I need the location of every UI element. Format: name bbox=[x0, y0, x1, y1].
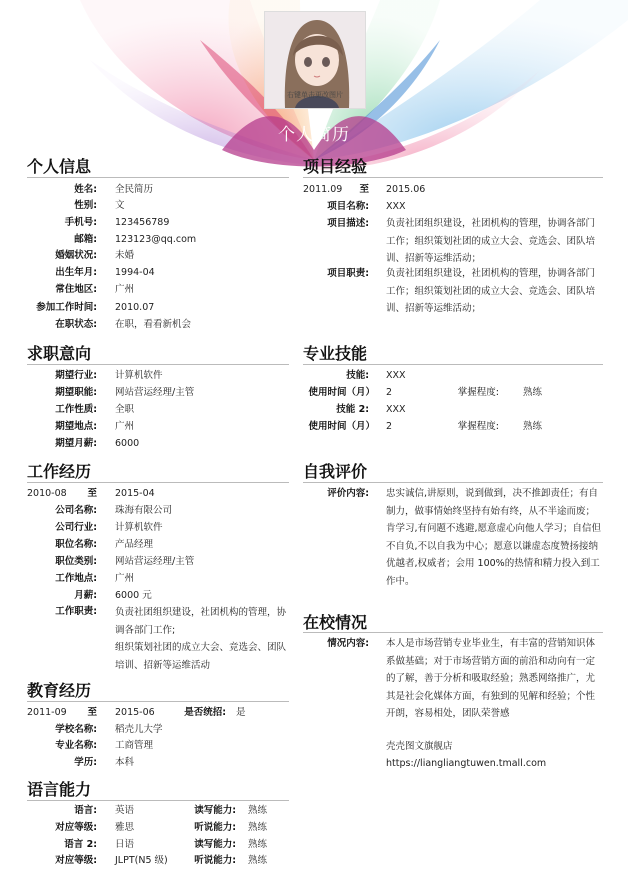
section-divider bbox=[27, 177, 289, 178]
intent-industry-label: 期望行业: bbox=[55, 370, 97, 381]
project-to: 至 bbox=[359, 184, 369, 195]
company-label: 公司名称: bbox=[55, 505, 97, 516]
skill-level-label: 掌握程度: bbox=[457, 387, 499, 398]
work-start-date: 2010-08 bbox=[27, 488, 67, 499]
skill-level-value: 熟练 bbox=[523, 421, 543, 432]
lang-row-skill-value: 熟练 bbox=[248, 855, 268, 866]
campus-label: 情况内容: bbox=[327, 638, 369, 649]
work-location-value: 广州 bbox=[115, 573, 135, 584]
company-value: 珠海有限公司 bbox=[115, 505, 173, 516]
intent-salary-value: 6000 bbox=[115, 438, 140, 449]
lang-row-skill-label: 听说能力: bbox=[194, 822, 236, 833]
lang-row-skill-label: 听说能力: bbox=[194, 855, 236, 866]
intent-location-label: 期望地点: bbox=[55, 421, 97, 432]
skill-duration-value: 2 bbox=[386, 387, 393, 398]
section-divider bbox=[27, 800, 289, 801]
skill-label: 技能 2: bbox=[336, 404, 369, 415]
edu-start-date: 2011-09 bbox=[27, 707, 67, 718]
lang-row-label: 语言 2: bbox=[64, 839, 97, 850]
self-eval-label: 评价内容: bbox=[327, 488, 369, 499]
campus-text: 本人是市场营销专业毕业生，有丰富的营销知识体系做基础；对于市场营销方面的前沿和动向有一定的了解，善于分析和吸取经验；熟悉网络推广，尤其是社会化媒体方面，有独到的见解和经验；个性开朗，容易相处，团队荣誉感 bbox=[386, 638, 596, 719]
intent-salary-label: 期望月薪: bbox=[55, 438, 97, 449]
intent-type-label: 工作性质: bbox=[55, 404, 97, 415]
intent-industry-value: 计算机软件 bbox=[115, 370, 163, 381]
campus-text-line2: 壳壳图文旗舰店 bbox=[386, 741, 453, 752]
profile-photo[interactable] bbox=[264, 11, 366, 109]
section-title-work: 工作经历 bbox=[27, 462, 92, 481]
name-label: 姓名: bbox=[74, 184, 97, 195]
intent-job-value: 网站营运经理/主管 bbox=[115, 387, 195, 398]
skill-duration-label: 使用时间（月） bbox=[308, 421, 375, 432]
work-start-value: 2010.07 bbox=[115, 302, 155, 313]
category-value: 网站营运经理/主管 bbox=[115, 556, 195, 567]
major-value: 工商管理 bbox=[115, 740, 154, 751]
name-value: 全民简历 bbox=[115, 184, 154, 195]
unified-value: 是 bbox=[236, 707, 246, 718]
school-value: 稻壳儿大学 bbox=[115, 724, 163, 735]
residence-label: 常住地区: bbox=[55, 284, 97, 295]
section-divider bbox=[303, 632, 603, 633]
campus-link[interactable]: https://liangliangtuwen.tmall.com bbox=[386, 758, 547, 769]
work-start-label: 参加工作时间: bbox=[36, 302, 97, 313]
lang-row-label: 语言: bbox=[74, 805, 97, 816]
lang-row-skill-label: 读写能力: bbox=[194, 839, 236, 850]
lang-row-skill-label: 读写能力: bbox=[194, 805, 236, 816]
residence-value: 广州 bbox=[115, 284, 135, 295]
position-value: 产品经理 bbox=[115, 539, 154, 550]
lang-row-skill-value: 熟练 bbox=[248, 839, 268, 850]
skill-duration-label: 使用时间（月） bbox=[308, 387, 375, 398]
section-divider bbox=[27, 482, 289, 483]
project-name-value: XXX bbox=[386, 201, 406, 212]
project-name-label: 项目名称: bbox=[327, 201, 369, 212]
work-location-label: 工作地点: bbox=[55, 573, 97, 584]
skill-value: XXX bbox=[386, 404, 406, 415]
intent-location-value: 广州 bbox=[115, 421, 135, 432]
intent-job-label: 期望职能: bbox=[55, 387, 97, 398]
lang-row-value: 日语 bbox=[115, 839, 135, 850]
major-label: 专业名称: bbox=[55, 740, 97, 751]
lang-row-skill-value: 熟练 bbox=[248, 822, 268, 833]
lang-row-label: 对应等级: bbox=[55, 855, 97, 866]
gender-value: 文 bbox=[115, 200, 125, 211]
unified-label: 是否统招: bbox=[184, 707, 226, 718]
category-label: 职位类别: bbox=[55, 556, 97, 567]
section-title-project: 项目经验 bbox=[303, 157, 368, 176]
school-label: 学校名称: bbox=[55, 724, 97, 735]
edu-end-date: 2015-06 bbox=[115, 707, 155, 718]
lang-row-skill-value: 熟练 bbox=[248, 805, 268, 816]
skill-value: XXX bbox=[386, 370, 406, 381]
section-title-personal: 个人信息 bbox=[27, 157, 92, 176]
marital-value: 未婚 bbox=[115, 250, 135, 261]
skill-duration-value: 2 bbox=[386, 421, 393, 432]
section-divider bbox=[27, 364, 289, 365]
section-divider bbox=[27, 701, 289, 702]
skill-level-value: 熟练 bbox=[523, 387, 543, 398]
section-title-self-eval: 自我评价 bbox=[303, 462, 368, 481]
self-eval-text: 忠实诚信,讲原则，说到做到，决不推卸责任；有自制力，做事情始终坚持有始有终，从不半途而废；肯学习,有问题不逃避,愿意虚心向他人学习；自信但不自负,不以自我为中心；愿意以谦虚态度赞扬接纳优越者,权威者；会用 100%的热情和精力投入到工作中。 bbox=[386, 488, 602, 587]
project-desc-label: 项目描述: bbox=[327, 218, 369, 229]
degree-label: 学历: bbox=[74, 757, 97, 768]
section-title-campus: 在校情况 bbox=[303, 613, 368, 632]
project-duty-label: 项目职责: bbox=[327, 268, 369, 279]
company-industry-label: 公司行业: bbox=[55, 522, 97, 533]
birth-label: 出生年月: bbox=[55, 267, 97, 278]
project-start-date: 2011.09 bbox=[303, 184, 343, 195]
section-title-skills: 专业技能 bbox=[303, 344, 368, 363]
section-divider bbox=[303, 177, 603, 178]
marital-label: 婚姻状况: bbox=[55, 250, 97, 261]
degree-value: 本科 bbox=[115, 757, 135, 768]
work-end-date: 2015-04 bbox=[115, 488, 155, 499]
lang-row-value: 英语 bbox=[115, 805, 135, 816]
section-title-education: 教育经历 bbox=[27, 681, 92, 700]
email-label: 邮箱: bbox=[74, 234, 97, 245]
duties-label: 工作职责: bbox=[55, 606, 97, 617]
status-label: 在职状态: bbox=[55, 319, 97, 330]
project-duty-text: 负责社团组织建设，社团机构的管理，协调各部门工作；组织策划社团的成立大会、竞选会、团队培训、招新等运维活动； bbox=[386, 268, 596, 314]
lang-row-value: JLPT(N5 级) bbox=[115, 855, 168, 866]
work-salary-label: 月薪: bbox=[74, 590, 97, 601]
section-title-intent: 求职意向 bbox=[27, 344, 92, 363]
work-salary-value: 6000 元 bbox=[115, 590, 152, 601]
company-industry-value: 计算机软件 bbox=[115, 522, 163, 533]
duties-text-2: 组织策划社团的成立大会、竞选会、团队培训、招新等运维活动 bbox=[115, 642, 287, 671]
position-label: 职位名称: bbox=[55, 539, 97, 550]
section-title-language: 语言能力 bbox=[27, 780, 92, 799]
gender-label: 性别: bbox=[74, 200, 97, 211]
intent-type-value: 全职 bbox=[115, 404, 135, 415]
skill-level-label: 掌握程度: bbox=[457, 421, 499, 432]
page-title: 个人简历 bbox=[278, 125, 350, 145]
edu-to: 至 bbox=[87, 707, 97, 718]
lang-row-label: 对应等级: bbox=[55, 822, 97, 833]
email-value: 123123@qq.com bbox=[115, 234, 197, 245]
project-end-date: 2015.06 bbox=[386, 184, 426, 195]
phone-label: 手机号: bbox=[64, 217, 97, 228]
duties-text-1: 负责社团组织建设，社团机构的管理，协调各部门工作; bbox=[115, 607, 287, 636]
photo-caption: 右键单击更改图片 bbox=[287, 91, 343, 99]
work-to: 至 bbox=[87, 488, 97, 499]
section-divider bbox=[303, 482, 603, 483]
lang-row-value: 雅思 bbox=[115, 822, 135, 833]
birth-value: 1994-04 bbox=[115, 267, 155, 278]
section-divider bbox=[303, 364, 603, 365]
status-value: 在职，看看新机会 bbox=[115, 319, 192, 330]
phone-value: 123456789 bbox=[115, 217, 170, 228]
project-desc-text: 负责社团组织建设，社团机构的管理，协调各部门工作；组织策划社团的成立大会、竞选会、团队培训、招新等运维活动； bbox=[386, 218, 596, 264]
skill-label: 技能: bbox=[346, 370, 369, 381]
